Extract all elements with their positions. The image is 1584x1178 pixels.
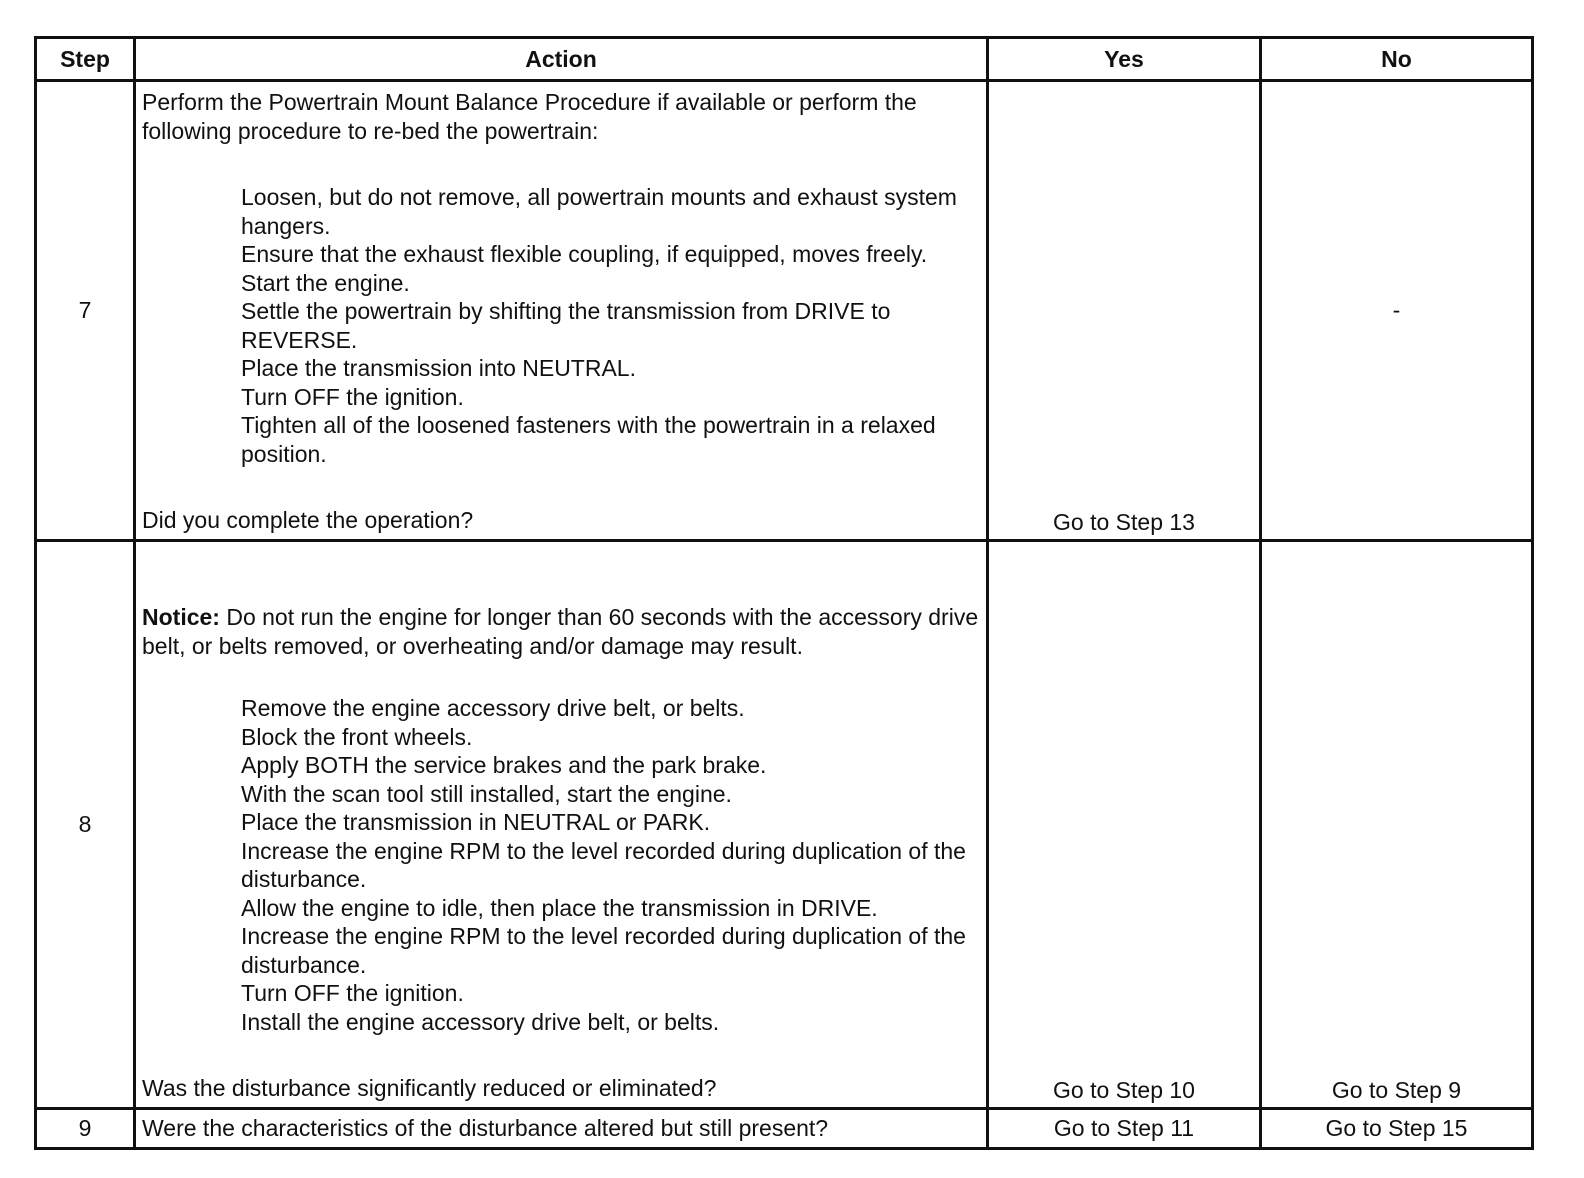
list-item: Place the transmission in NEUTRAL or PARK. — [241, 809, 711, 835]
procedure-list — [142, 183, 980, 468]
header-action: Action — [135, 38, 988, 81]
header-row — [36, 38, 1533, 81]
list-item: Turn OFF the ignition. — [241, 980, 464, 1006]
no-result: - — [1261, 81, 1533, 541]
procedure-list — [142, 694, 980, 1036]
action-question: Was the disturbance significantly reduced or eliminated? — [142, 1075, 717, 1101]
header-step: Step — [36, 38, 135, 81]
step-number: 7 — [36, 81, 135, 541]
header-no: No — [1261, 38, 1533, 81]
list-item: Turn OFF the ignition. — [241, 383, 464, 410]
list-item: With the scan tool still installed, start the engine. — [241, 780, 732, 807]
list-item: Loosen, but do not remove, all powertrain mounts and exhaust system hangers. — [241, 184, 957, 239]
list-item: Apply BOTH the service brakes and the park brake. — [241, 752, 767, 778]
yes-result: Go to Step 11 — [988, 1109, 1261, 1149]
table-row-step-9 — [36, 1109, 1533, 1149]
no-result: Go to Step 15 — [1261, 1109, 1533, 1149]
notice-label: Notice: — [142, 604, 220, 630]
header-yes: Yes — [988, 38, 1261, 81]
notice-text: Do not run the engine for longer than 60 seconds with the accessory drive belt, or belts removed, or overheating and/or damage may result. — [142, 604, 979, 659]
list-item: Install the engine accessory drive belt, or belts. — [241, 1008, 720, 1035]
list-item: Allow the engine to idle, then place the transmission in DRIVE. — [241, 894, 878, 921]
yes-result: Go to Step 10 — [988, 541, 1261, 1109]
list-item: Settle the powertrain by shifting the transmission from DRIVE to REVERSE. — [241, 298, 891, 353]
action-question: Were the characteristics of the disturbance altered but still present? — [135, 1109, 988, 1149]
table-row-step-8 — [36, 541, 1533, 1109]
no-result: Go to Step 9 — [1261, 541, 1533, 1109]
action-intro: Perform the Powertrain Mount Balance Procedure if available or perform the following procedure to re-bed the powertrain: — [142, 89, 917, 144]
action-cell — [135, 81, 988, 541]
diagnostic-table — [34, 36, 1534, 1150]
action-question: Did you complete the operation? — [142, 507, 474, 533]
yes-result: Go to Step 13 — [988, 81, 1261, 541]
table-row-step-7 — [36, 81, 1533, 541]
list-item: Tighten all of the loosened fasteners with the powertrain in a relaxed position. — [241, 412, 936, 467]
action-cell — [135, 541, 988, 1109]
list-item: Ensure that the exhaust flexible coupling, if equipped, moves freely. — [241, 241, 928, 267]
list-item: Place the transmission into NEUTRAL. — [241, 355, 636, 381]
step-number: 9 — [36, 1109, 135, 1149]
list-item: Increase the engine RPM to the level recorded during duplication of the disturbance. — [241, 837, 966, 892]
list-item: Start the engine. — [241, 269, 410, 296]
list-item: Block the front wheels. — [241, 723, 473, 750]
step-number: 8 — [36, 541, 135, 1109]
list-item: Increase the engine RPM to the level recorded during duplication of the disturbance. — [241, 923, 966, 978]
notice — [142, 603, 980, 660]
list-item: Remove the engine accessory drive belt, or belts. — [241, 695, 745, 721]
